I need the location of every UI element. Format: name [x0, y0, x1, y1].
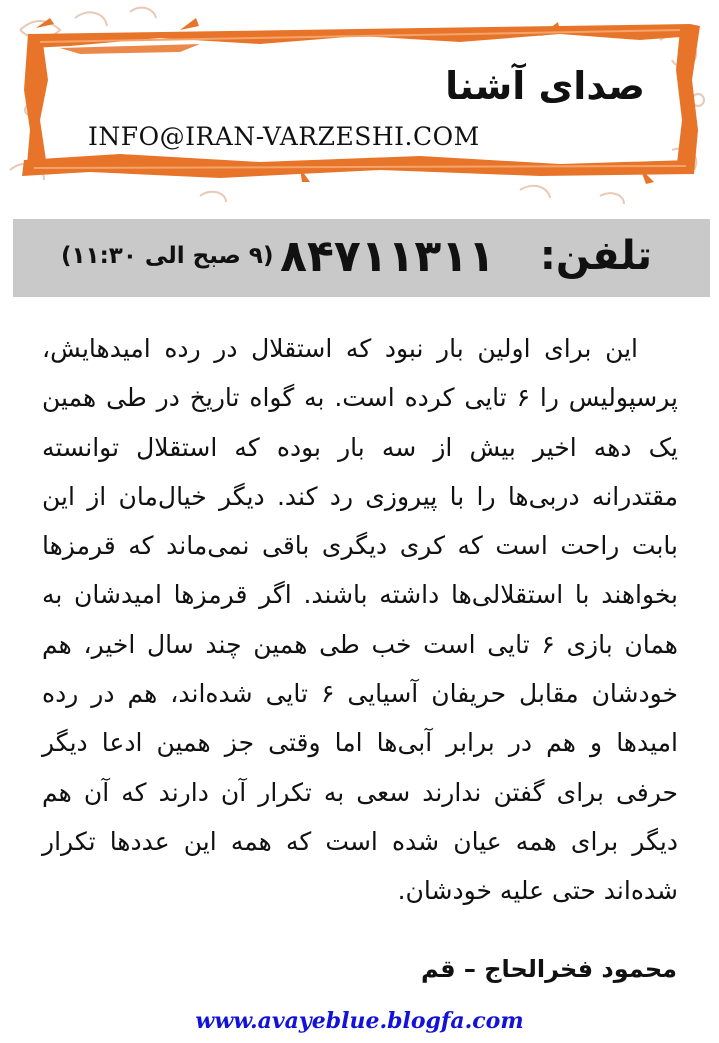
column-title: صدای آشنا [445, 64, 645, 108]
header-frame [0, 0, 719, 215]
phone-number: ۸۴۷۱۱۳۱۱ [280, 231, 495, 282]
author-byline: محمود فخرالحاج – قم [421, 955, 677, 983]
article-body: این برای اولین بار نبود که استقلال در رده امیدهایش، پرسپولیس را ۶ تایی کرده است. به گواه تاریخ در طی همین یک دهه اخیر بیش از سه بار بوده که استقلال توانسته مقتدرانه دربی‌ها را با پیروزی رد کند. دیگر خیال‌مان از این بابت راحت است که کری دیگری باقی نمی‌ماند که قرمزها بخواهند با استقلالی‌ها داشته باشند. اگر قرمزها امیدشان به همان بازی ۶ تایی است خب طی همین چند سال اخیر، هم خودشان مقابل حریفان آسیایی ۶ تایی شده‌اند، هم در رده امیدها و هم در برابر آبی‌ها اما وقتی جز همین ادعا دیگر حرفی برای گفتن ندارند سعی به تکرار آن دارند که آن هم دیگر برای همه عیان شده است که همه این عددها تکرار شده‌اند حتی علیه خودشان. [42, 334, 678, 906]
phone-label: تلفن: [539, 233, 652, 279]
phone-hours: (۹ صبح الی ۱۱:۳۰) [61, 243, 274, 269]
phone-band [13, 219, 710, 297]
contact-email: INFO@IRAN-VARZESHI.COM [88, 122, 480, 151]
blog-link[interactable]: www.avayeblue.blogfa.com [195, 1008, 524, 1034]
